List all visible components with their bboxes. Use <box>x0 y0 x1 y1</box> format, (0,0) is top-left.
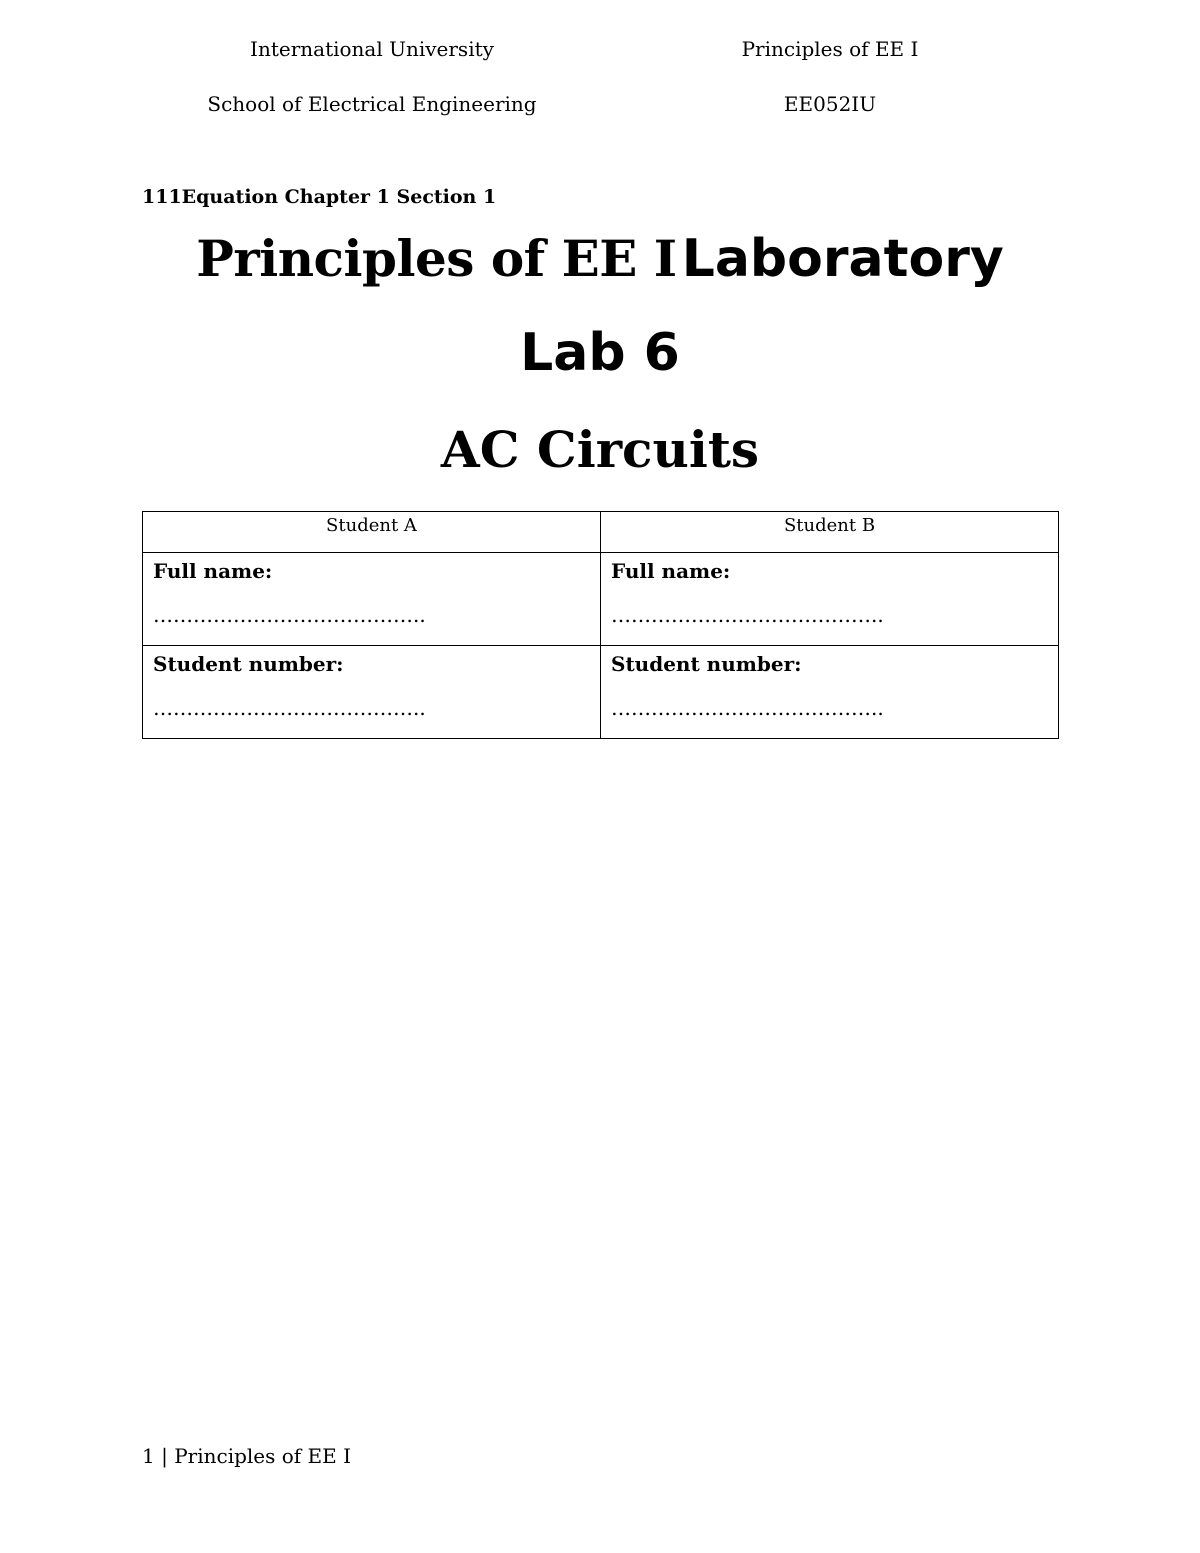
column-header-student-a: Student A <box>143 512 601 553</box>
student-number-label: Student number: <box>611 652 802 676</box>
table-row-student-number <box>143 646 1059 739</box>
student-b-full-name-cell[interactable] <box>601 553 1059 646</box>
title-laboratory-part: Laboratory <box>681 229 1004 289</box>
student-b-number-cell[interactable] <box>601 646 1059 739</box>
header-school: School of Electrical Engineering <box>207 92 537 116</box>
full-name-blank-line[interactable]: ………………………………….. <box>153 603 426 627</box>
equation-chapter-note: 111Equation Chapter 1 Section 1 <box>142 186 497 208</box>
table-row-full-name <box>143 553 1059 646</box>
full-name-label: Full name: <box>611 559 731 583</box>
document-title <box>0 224 1200 294</box>
table-header-row <box>143 512 1059 553</box>
student-info-table <box>142 511 1059 739</box>
lab-topic-title: AC Circuits <box>440 420 760 479</box>
full-name-label: Full name: <box>153 559 273 583</box>
footer-course-name: Principles of EE I <box>174 1444 352 1468</box>
full-name-blank-line[interactable]: ………………………………….. <box>611 603 884 627</box>
header-university: International University <box>250 37 494 61</box>
page-footer <box>142 1444 351 1468</box>
footer-separator: | <box>161 1444 168 1468</box>
column-header-student-b: Student B <box>601 512 1059 553</box>
student-a-full-name-cell[interactable] <box>143 553 601 646</box>
student-number-blank-line[interactable]: ………………………………….. <box>611 696 884 720</box>
header-course-name: Principles of EE I <box>741 37 919 61</box>
lab-number-title: Lab 6 <box>520 323 680 383</box>
student-number-blank-line[interactable]: ………………………………….. <box>153 696 426 720</box>
student-a-number-cell[interactable] <box>143 646 601 739</box>
footer-page-number: 1 <box>142 1444 155 1468</box>
student-number-label: Student number: <box>153 652 344 676</box>
title-course-part: Principles of EE I <box>196 229 677 288</box>
header-course-code: EE052IU <box>783 92 877 116</box>
